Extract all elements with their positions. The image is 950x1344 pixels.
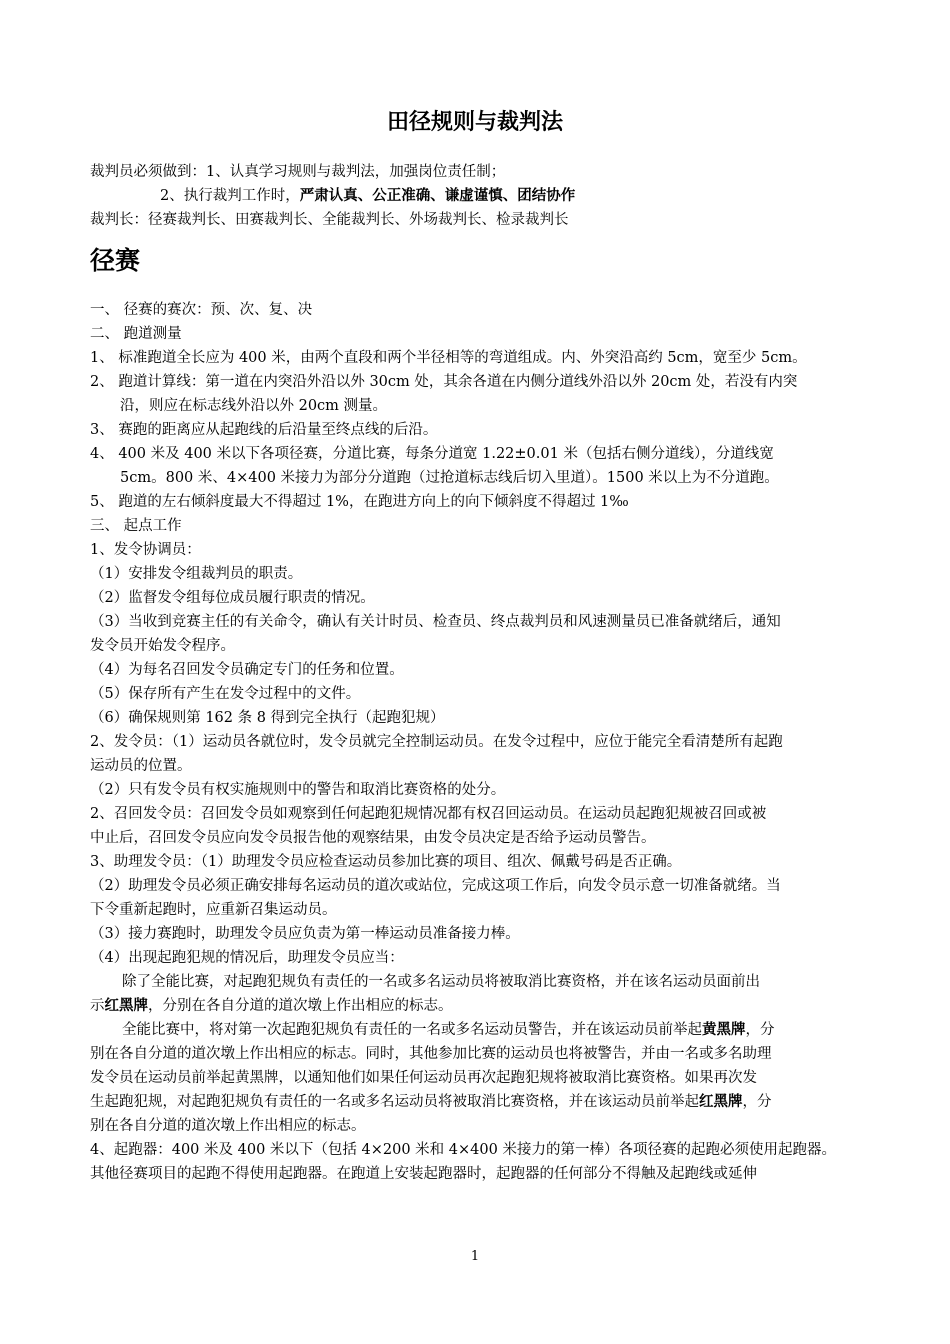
document-title: 田径规则与裁判法: [386, 110, 563, 135]
text-line: 别在各自分道的道次墩上作出相应的标志。同时，其他参加比赛的运动员也将被警告，并由一名或多名助理: [90, 1046, 772, 1062]
text-line: （2）监督发令组每位成员履行职责的情况。: [90, 590, 375, 606]
intro-block: [90, 160, 868, 232]
text-line: 5、 跑道的左右倾斜度最大不得超过 1%，在跑进方向上的向下倾斜度不得超过 1‰: [90, 494, 629, 510]
text-line: 2、 跑道计算线：第一道在内突沿外沿以外 30cm 处，其余各道在内侧分道线外沿以外 20cm 处，若没有内突: [90, 374, 798, 390]
red-black-card-text: 红黑牌: [699, 1094, 743, 1110]
text-line: 2、召回发令员：召回发令员如观察到任何起跑犯规情况都有权召回运动员。在运动员起跑犯规被召回或被: [90, 806, 767, 822]
text-line: 发令员在运动员前举起黄黑牌，以通知他们如果任何运动员再次起跑犯规将被取消比赛资格。如果再次发: [90, 1070, 757, 1086]
heading-line: 三、 起点工作: [90, 518, 182, 534]
text-line: 沿，则应在标志线外沿以外 20cm 测量。: [120, 398, 388, 414]
text-line: 3、助理发令员：（1）助理发令员应检查运动员参加比赛的项目、组次、佩戴号码是否正确。: [90, 854, 682, 870]
red-black-card-text: 红黑牌: [104, 998, 148, 1014]
text-line: （1）安排发令组裁判员的职责。: [90, 566, 303, 582]
text-line: [90, 994, 868, 1018]
text-line: 中止后，召回发令员应向发令员报告他的观察结果，由发令员决定是否给予运动员警告。: [90, 830, 656, 846]
text-line: 除了全能比赛，对起跑犯规负有责任的一名或多名运动员将被取消比赛资格，并在该名运动员面前出: [122, 974, 760, 990]
intro-line: 裁判长：径赛裁判长、田赛裁判长、全能裁判长、外场裁判长、检录裁判长: [90, 212, 569, 228]
text-line: （6）确保规则第 162 条 8 得到完全执行（起跑犯规）: [90, 710, 445, 726]
text-span: ，分: [745, 1022, 775, 1038]
text-line: 别在各自分道的道次墩上作出相应的标志。: [90, 1118, 366, 1134]
yellow-black-card-text: 黄黑牌: [702, 1022, 746, 1038]
text-span: 生起跑犯规，对起跑犯规负有责任的一名或多名运动员将被取消比赛资格，并在该运动员前举起: [90, 1094, 699, 1110]
heading-line: 一、 径赛的赛次：预、次、复、决: [90, 302, 313, 318]
text-line: [90, 1018, 868, 1042]
intro-emphasis: 严肃认真、公正准确、谦虚谨慎、团结协作: [299, 188, 576, 204]
text-line: 发令员开始发令程序。: [90, 638, 235, 654]
text-line: 5cm。800 米、4×400 米接力为部分分道跑（过抢道标志线后切入里道）。1500 米以上为不分道跑。: [120, 470, 779, 486]
text-line: 1、 标准跑道全长应为 400 米，由两个直段和两个半径相等的弯道组成。内、外突沿高约 5cm，宽至少 5cm。: [90, 350, 807, 366]
text-line: （3）当收到竞赛主任的有关命令，确认有关计时员、检查员、终点裁判员和风速测量员已准备就绪后，通知: [90, 614, 781, 630]
text-line: （4）出现起跑犯规的情况后，助理发令员应当：: [90, 950, 404, 966]
text-line: （2）只有发令员有权实施规则中的警告和取消比赛资格的处分。: [90, 782, 506, 798]
heading-line: 二、 跑道测量: [90, 326, 182, 342]
text-line: （2）助理发令员必须正确安排每名运动员的道次或站位，完成这项工作后，向发令员示意一切准备就绪。当: [90, 878, 781, 894]
page-number: 1: [470, 1249, 480, 1264]
text-line: 1、发令协调员：: [90, 542, 201, 558]
text-span: ，分别在各自分道的道次墩上作出相应的标志。: [148, 998, 453, 1014]
text-span: 示: [90, 998, 105, 1014]
intro-line: 裁判员必须做到：1、认真学习规则与裁判法，加强岗位责任制；: [90, 164, 506, 180]
text-line: 2、发令员：（1）运动员各就位时，发令员就完全控制运动员。在发令过程中，应位于能完全看清楚所有起跑: [90, 734, 783, 750]
text-line: [90, 1090, 868, 1114]
text-line: 4、 400 米及 400 米以下各项径赛，分道比赛，每条分道宽 1.22±0.01 米（包括右侧分道线），分道线宽: [90, 446, 774, 462]
text-line: 其他径赛项目的起跑不得使用起跑器。在跑道上安装起跑器时，起跑器的任何部分不得触及起跑线或延伸: [90, 1166, 757, 1182]
text-line: 4、起跑器：400 米及 400 米以下（包括 4×200 米和 4×400 米接力的第一棒）各项径赛的起跑必须使用起跑器。: [90, 1142, 836, 1158]
intro-line: [90, 184, 868, 208]
text-line: （5）保存所有产生在发令过程中的文件。: [90, 686, 361, 702]
intro-text: 2、执行裁判工作时，: [160, 188, 300, 204]
text-line: 3、 赛跑的距离应从起跑线的后沿量至终点线的后沿。: [90, 422, 438, 438]
text-line: 运动员的位置。: [90, 758, 192, 774]
text-line: （3）接力赛跑时，助理发令员应负责为第一棒运动员准备接力棒。: [90, 926, 520, 942]
text-span: ，分: [742, 1094, 772, 1110]
text-line: 下令重新起跑时，应重新召集运动员。: [90, 902, 337, 918]
section-heading: 径赛: [90, 246, 141, 275]
body-block: [90, 298, 868, 1186]
text-span: 全能比赛中，将对第一次起跑犯规负有责任的一名或多名运动员警告，并在该运动员前举起: [122, 1022, 702, 1038]
text-line: （4）为每名召回发令员确定专门的任务和位置。: [90, 662, 404, 678]
